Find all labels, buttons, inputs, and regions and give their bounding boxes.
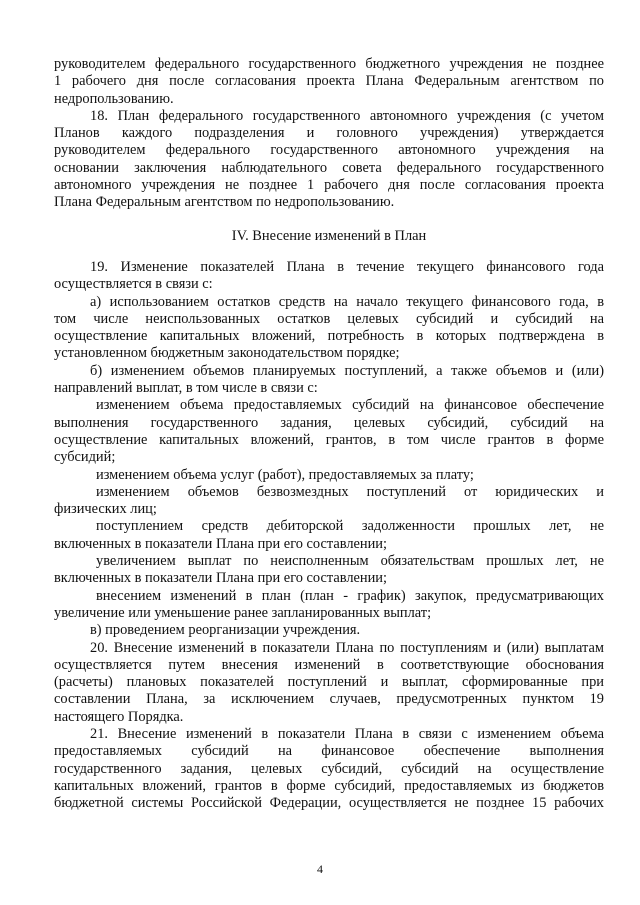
text-line: капитальных вложений, грантов в форме субсидий, предоставляемых из бюджетов — [54, 777, 604, 794]
text-line: Плана Федеральным агентством по недропользованию. — [54, 194, 395, 211]
text-line: б) изменением объемов планируемых поступлений, а также объемов и (или) — [90, 362, 604, 379]
text-line: осуществление капитальных вложений, грантов, в том числе грантов в форме — [54, 431, 604, 448]
item-a — [54, 294, 604, 363]
paragraph-top — [54, 56, 604, 108]
text-line: включенных в показатели Плана при его составлении; — [54, 535, 387, 552]
text-line: а) использованием остатков средств на начало текущего финансового года, в — [90, 293, 604, 310]
text-line: изменением объемов безвозмездных поступлений от юридических и — [96, 483, 604, 500]
page-number: 4 — [317, 862, 323, 876]
text-line: Планов каждого подразделения и головного учреждения) утверждается — [54, 125, 604, 142]
text-line: изменением объема услуг (работ), предоставляемых за плату; — [96, 466, 474, 483]
text-line: увеличением выплат по неисполненным обязательствам прошлых лет, не — [96, 553, 604, 570]
text-line: осуществляется путем внесения изменений в соответствующие обоснования — [54, 656, 604, 673]
text-line: субсидий; — [54, 449, 116, 466]
text-line: руководителем федерального государственного бюджетного учреждения не позднее — [54, 56, 604, 72]
text-line: бюджетной системы Российской Федерации, осуществляется не позднее 15 рабочих — [54, 795, 604, 812]
text-line: предоставляемых субсидий на финансовое обеспечение выполнения — [54, 743, 604, 760]
text-line: установленном бюджетным законодательством порядке; — [54, 345, 400, 362]
text-line: увеличение или уменьшение ранее запланированных выплат; — [54, 604, 432, 621]
section-heading: IV. Внесение изменений в План — [231, 227, 427, 244]
text-line: 19. Изменение показателей Плана в течение текущего финансового года — [90, 258, 604, 275]
sub-item-obligations — [54, 553, 604, 588]
text-line: 21. Внесение изменений в показатели Плана в связи с изменением объема — [90, 725, 604, 742]
sub-item-paid-services — [54, 467, 604, 484]
text-line: выполнения государственного задания, целевых субсидий, субсидий на — [54, 414, 604, 431]
text-line: поступлением средств дебиторской задолженности прошлых лет, не — [96, 518, 604, 535]
text-line: физических лиц; — [54, 501, 157, 518]
text-line: недропользованию. — [54, 90, 174, 107]
item-b — [54, 363, 604, 398]
text-line: внесением изменений в план (план - график) закупок, предусматривающих — [96, 587, 604, 604]
text-line: направлений выплат, в том числе в связи с: — [54, 380, 318, 397]
paragraph-18 — [54, 108, 604, 212]
item-c — [54, 622, 604, 639]
sub-item-receivables — [54, 518, 604, 553]
sub-item-subsidies — [54, 397, 604, 466]
text-line: основании заключения наблюдательного совета федерального государственного — [54, 159, 604, 176]
sub-item-procurement — [54, 588, 604, 623]
text-line: осуществление капитальных вложений, потребность в которых подтверждена в — [54, 328, 604, 345]
text-line: 18. План федерального государственного автономного учреждения (с учетом — [90, 107, 604, 124]
document-body — [54, 56, 604, 812]
text-line: в) проведением реорганизации учреждения. — [90, 622, 361, 639]
text-line: включенных в показатели Плана при его составлении; — [54, 570, 387, 587]
text-line: автономного учреждения не позднее 1 рабочего дня после согласования проекта — [54, 177, 604, 194]
text-line: 20. Внесение изменений в показатели Плана по поступлениям и (или) выплатам — [90, 639, 604, 656]
text-line: 1 рабочего дня после согласования проекта Плана Федеральным агентством по — [54, 73, 604, 90]
text-line: настоящего Порядка. — [54, 708, 184, 725]
text-line: том числе неиспользованных остатков целевых субсидий и субсидий на — [54, 310, 604, 327]
text-line: государственного задания, целевых субсидий, субсидий на осуществление — [54, 760, 604, 777]
text-line: (расчеты) плановых показателей поступлений и выплат, сформированные при — [54, 674, 604, 691]
sub-item-gratuitous — [54, 484, 604, 519]
text-line: руководителем федерального государственного автономного учреждения на — [54, 142, 604, 159]
paragraph-21 — [54, 726, 604, 812]
paragraph-20 — [54, 640, 604, 726]
text-line: изменением объема предоставляемых субсидий на финансовое обеспечение — [96, 397, 604, 414]
text-line: составлении Плана, за исключением случаев, предусмотренных пунктом 19 — [54, 691, 604, 708]
text-line: осуществляется в связи с: — [54, 276, 213, 293]
paragraph-19 — [54, 259, 604, 294]
